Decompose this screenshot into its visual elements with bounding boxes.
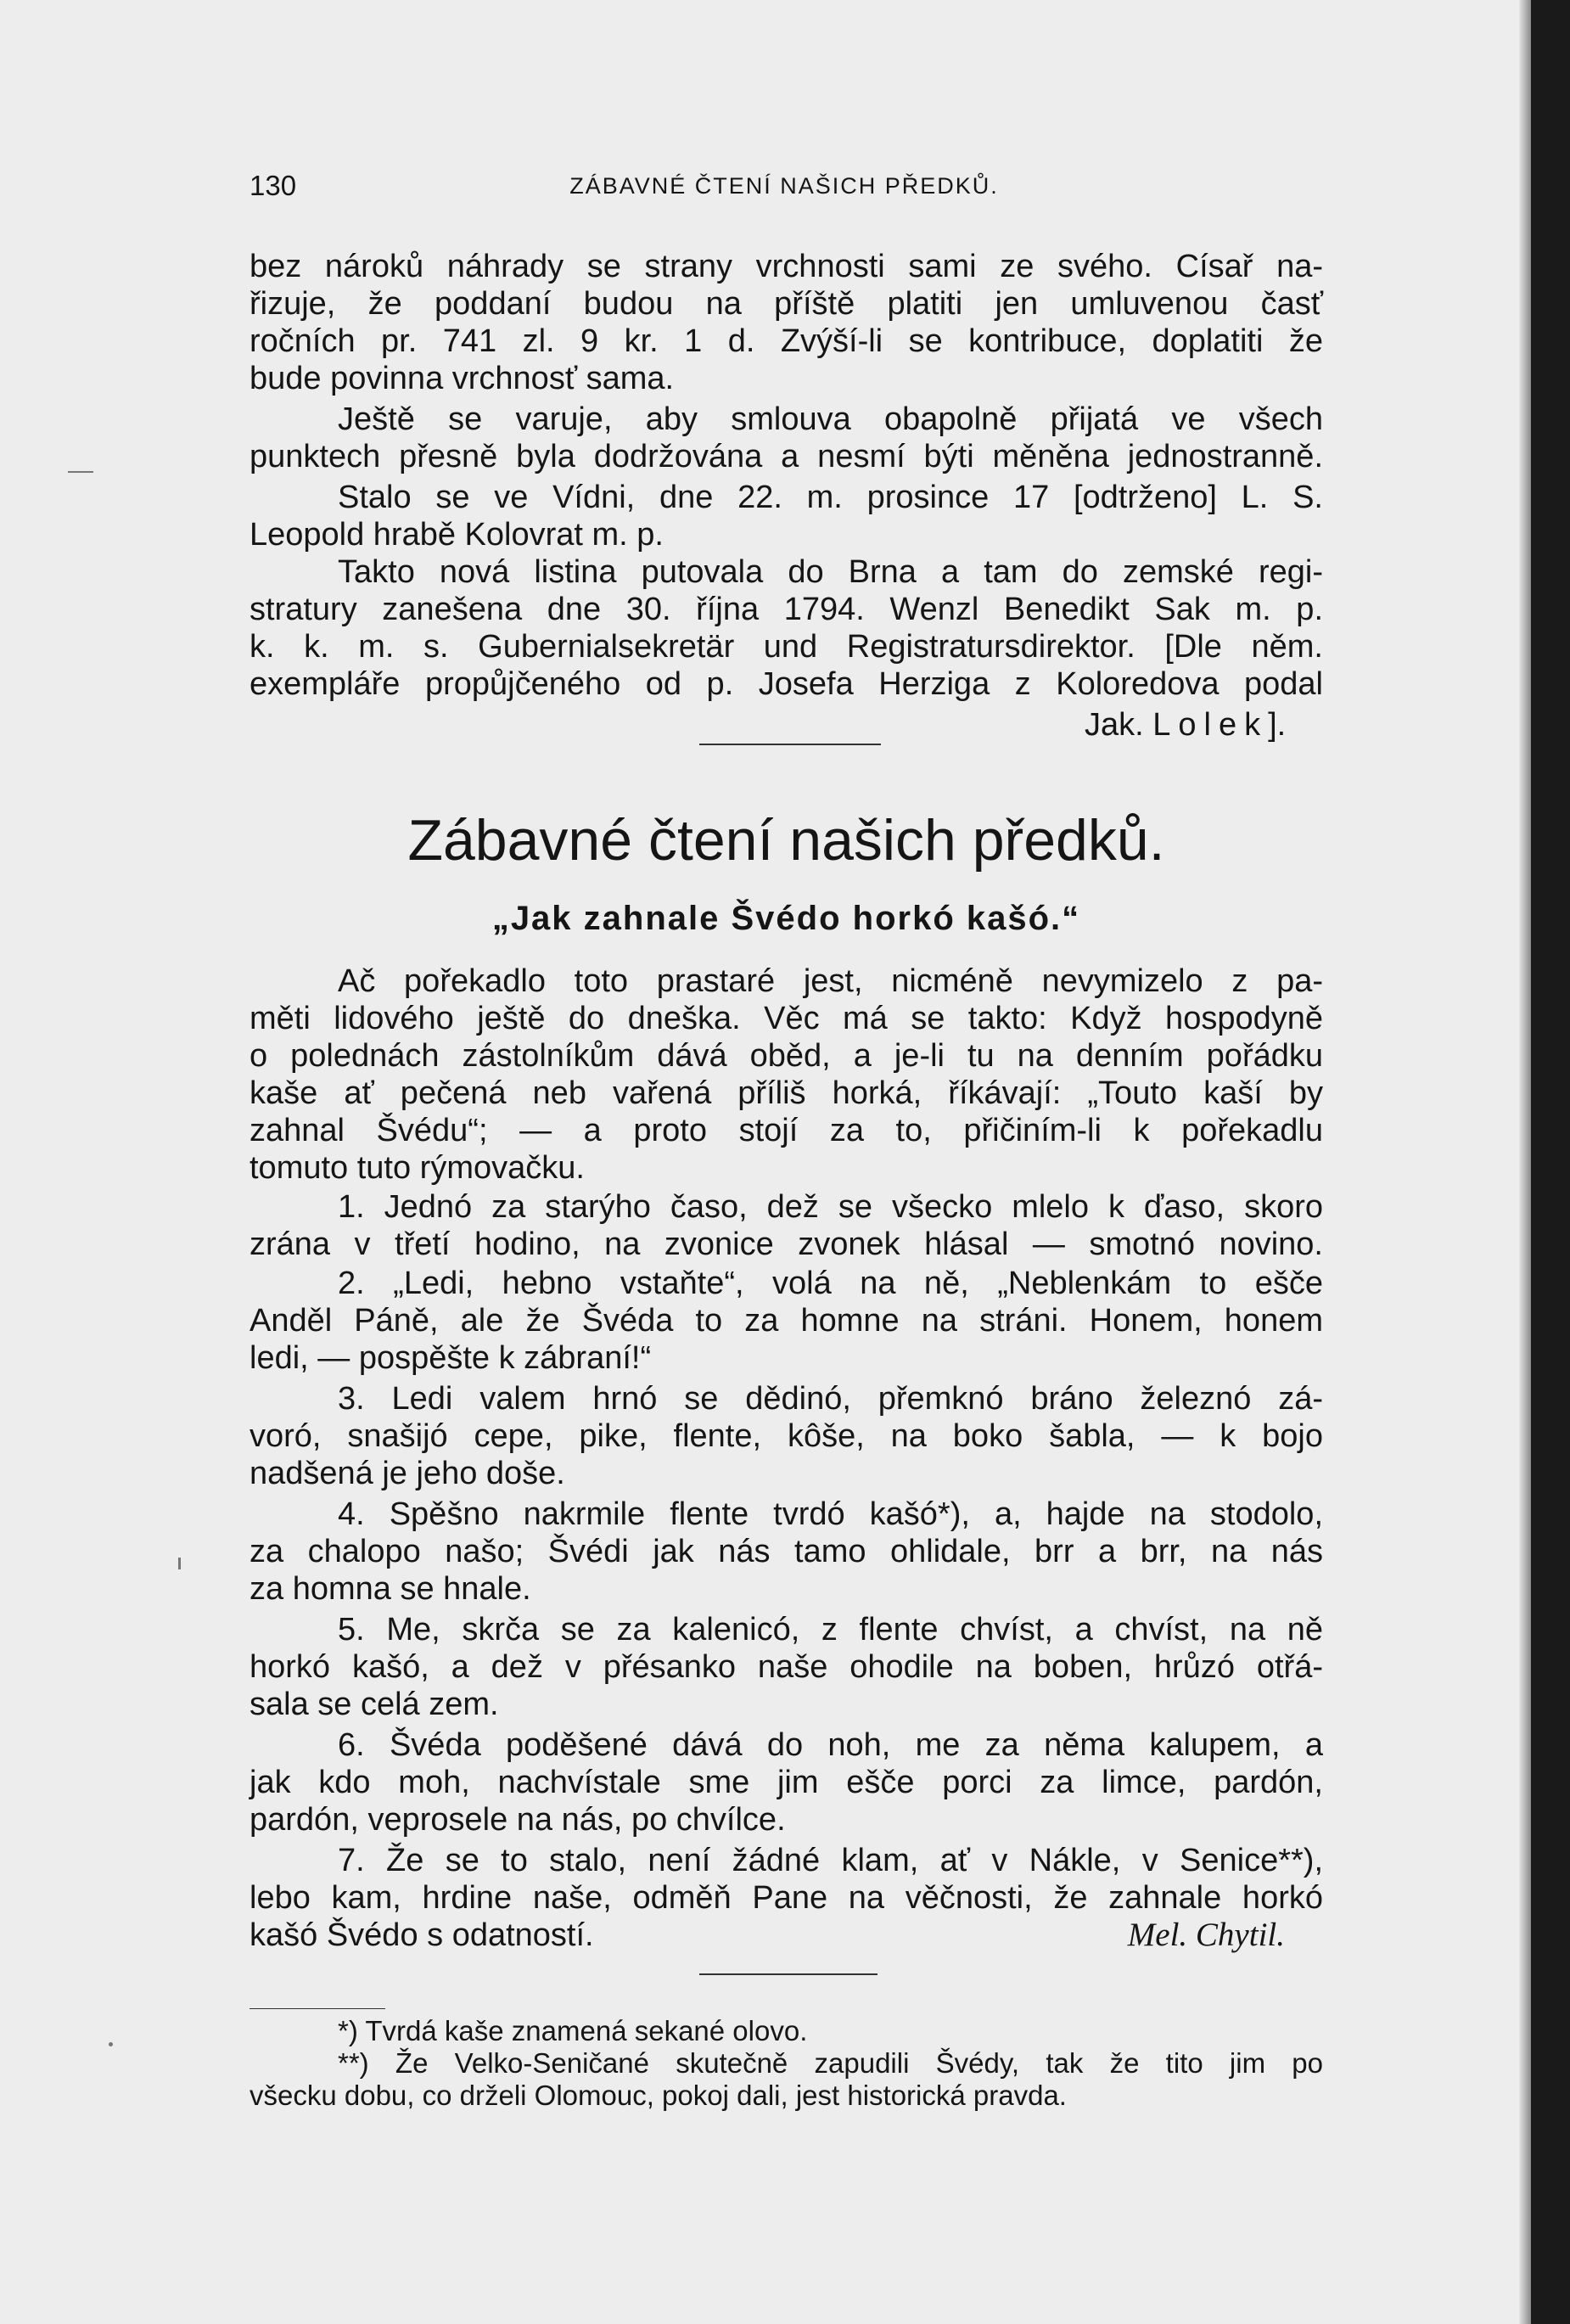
verse-line: zrána v třetí hodino, na zvonice zvonek hlásal — smotnó novino. — [250, 1227, 1323, 1262]
verse-line: za chalopo našo; Švédi jak nás tamo ohlidale, brr a brr, na nás — [250, 1534, 1323, 1569]
verse-line: jak kdo moh, nachvístale sme jim ešče porci za limce, pardón, — [250, 1765, 1323, 1800]
page-number: 130 — [250, 170, 297, 201]
article-author: Mel. Chytil. — [1127, 1917, 1285, 1953]
scan-mark — [68, 471, 93, 473]
verse-line: 2. „Ledi, hebno vstaňte“, volá na ně, „Neblenkám to ešče — [338, 1266, 1323, 1301]
text-line: zahnal Švédu“; — a proto stojí za to, přičiním-li k pořekadlu — [250, 1113, 1323, 1148]
text-line: ročních pr. 741 zl. 9 kr. 1 d. Zvýší-li se kontribuce, doplatiti že — [250, 323, 1323, 359]
text-line: o polednách zástolníkům dává oběd, a je-li tu na denním pořádku — [250, 1038, 1323, 1074]
text-line: k. k. m. s. Gubernialsekretär und Registratursdirektor. [Dle něm. — [250, 629, 1323, 665]
text-line: stratury zanešena dne 30. října 1794. Wenzl Benedikt Sak m. p. — [250, 592, 1323, 627]
article-subtitle: „Jak zahnale Švédo horkó kašó.“ — [491, 900, 1081, 937]
verse-line: lebo kam, hrdine naše, odměň Pane na věčnosti, že zahnale horkó — [250, 1880, 1323, 1916]
signature-suffix: ]. — [1268, 707, 1287, 743]
footnote: *) Tvrdá kaše znamená sekané olovo. — [338, 2015, 808, 2046]
verse-line: ledi, — pospěšte k zábraní!“ — [250, 1340, 652, 1376]
signature-name: Lolek — [1152, 707, 1269, 743]
signature-line — [1085, 706, 1339, 744]
footnote: všecku dobu, co drželi Olomouc, pokoj dali, jest historická pravda. — [250, 2080, 1067, 2111]
text-line: punktech přesně byla dodržována a nesmí býti měněna jednostranně. — [250, 439, 1323, 474]
page-spine-edge — [1519, 0, 1531, 2324]
text-line: Ještě se varuje, aby smlouva obapolně přijatá ve všech — [338, 401, 1323, 437]
text-line: řizuje, že poddaní budou na příště platiti jen umluvenou časť — [250, 286, 1323, 322]
footnote: **) Že Velko-Seničané skutečně zapudili Švédy, tak že tito jim po — [338, 2047, 1323, 2079]
section-divider — [699, 744, 881, 745]
text-line: bude povinna vrchnosť sama. — [250, 361, 675, 396]
verse-line: 7. Že se to stalo, není žádné klam, ať v Nákle, v Senice**), — [338, 1843, 1323, 1878]
verse-line: 4. Spěšno nakrmile flente tvrdó kašó*), a, hajde na stodolo, — [338, 1496, 1323, 1532]
text-line: Takto nová listina putovala do Brna a tam do zemské regi- — [338, 554, 1323, 590]
text-line: tomuto tuto rýmovačku. — [250, 1150, 585, 1186]
page-header — [250, 170, 1319, 214]
scan-mark — [109, 2042, 113, 2046]
text-line: Ač pořekadlo toto prastaré jest, nicméně nevymizelo z pa- — [338, 963, 1323, 999]
verse-line: kašó Švédo s odatností. — [250, 1917, 594, 1953]
text-line: exempláře propůjčeného od p. Josefa Herziga z Koloredova podal — [250, 666, 1323, 702]
verse-line: sala se celá zem. — [250, 1687, 499, 1722]
page-spine-shadow — [1531, 0, 1570, 2324]
verse-line: za homna se hnale. — [250, 1571, 531, 1607]
verse-line: 3. Ledi valem hrnó se dědinó, přemknó bráno železnó zá- — [338, 1381, 1323, 1417]
verse-line: nadšená je jeho doše. — [250, 1456, 565, 1491]
article-title: Zábavné čtení našich předků. — [407, 808, 1165, 873]
verse-line: 6. Švéda poděšené dává do noh, me za něma kalupem, a — [338, 1727, 1323, 1763]
signature-prefix: Jak. — [1085, 707, 1144, 743]
verse-line: 1. Jednó za starýho časo, dež se všecko mlelo k ďaso, skoro — [338, 1189, 1323, 1225]
verse-line: horkó kašó, a dež v přésanko naše ohodile na boben, hrůzó otřá- — [250, 1649, 1323, 1685]
verse-line: Anděl Páně, ale že Švéda to za homne na stráni. Honem, honem — [250, 1303, 1323, 1339]
text-line: Stalo se ve Vídni, dne 22. m. prosince 17 [odtrženo] L. S. — [338, 480, 1323, 515]
scan-mark — [178, 1558, 181, 1569]
verse-line: 5. Me, skrča se za kalenicó, z flente chvíst, a chvíst, na ně — [338, 1612, 1323, 1648]
text-line: bez nároků náhrady se strany vrchnosti sami ze svého. Císař na- — [250, 249, 1323, 284]
running-title: ZÁBAVNÉ ČTENÍ NAŠICH PŘEDKŮ. — [569, 173, 999, 199]
text-line: kaše ať pečená neb vařená příliš horká, říkávají: „Touto kaší by — [250, 1075, 1323, 1111]
section-divider — [699, 1973, 878, 1975]
text-line: Leopold hrabě Kolovrat m. p. — [250, 517, 664, 553]
text-line: měti lidového ještě do dneška. Věc má se takto: Když hospodyně — [250, 1001, 1323, 1036]
verse-line: voró, snašijó cepe, pike, flente, kôše, na boko šabla, — k bojo — [250, 1418, 1323, 1454]
footnote-rule — [250, 2008, 385, 2009]
verse-line: pardón, veprosele na nás, po chvílce. — [250, 1802, 786, 1838]
